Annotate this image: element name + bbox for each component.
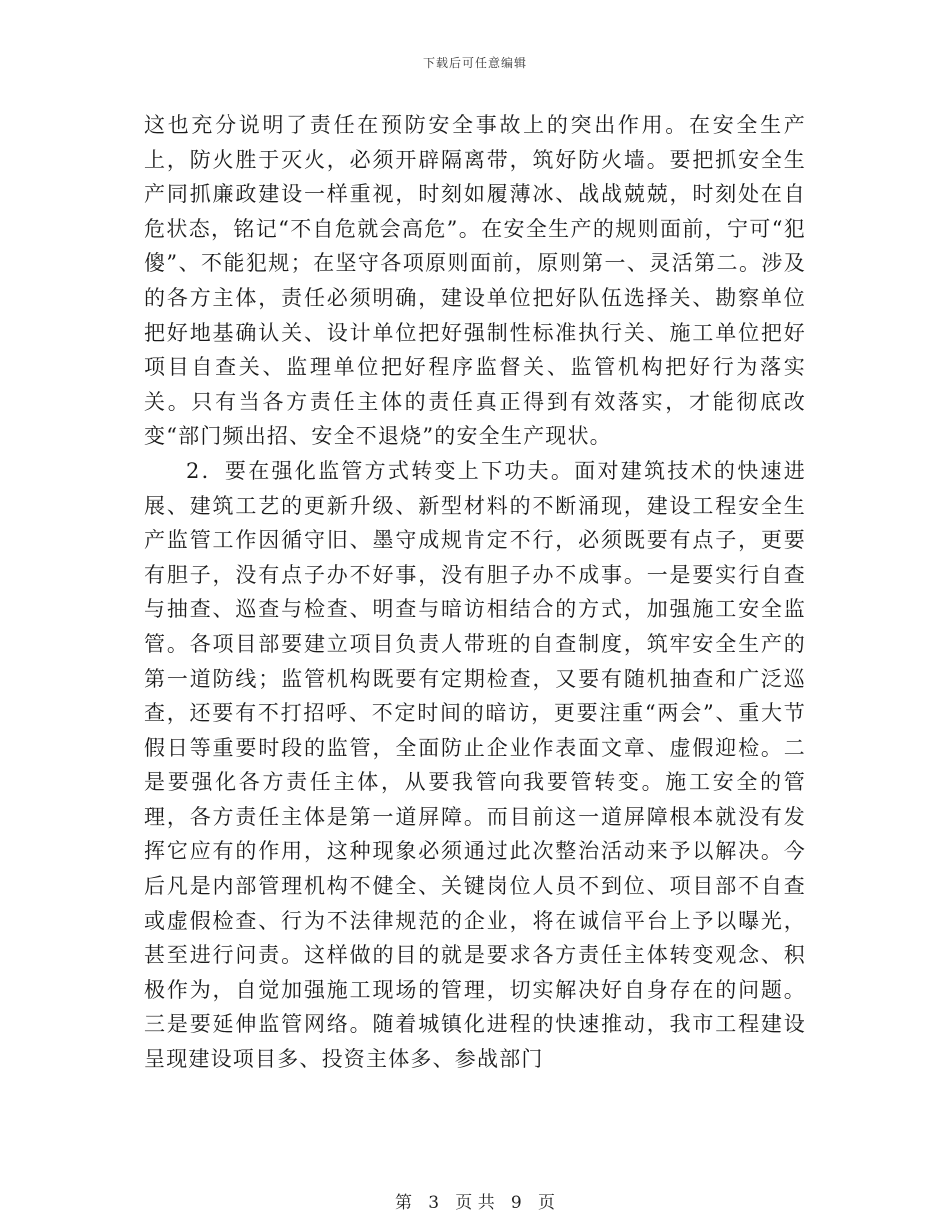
footer-suffix: 页: [537, 1193, 555, 1213]
current-page-number: 3: [428, 1193, 440, 1213]
page-header: 下载后可任意编辑: [422, 56, 527, 70]
page-footer: [0, 1188, 950, 1213]
footer-prefix: 第: [395, 1193, 413, 1213]
document-body: [144, 108, 806, 1077]
footer-middle: 页 共: [455, 1193, 495, 1213]
total-pages-number: 9: [510, 1193, 522, 1213]
body-paragraph-1: 这也充分说明了责任在预防安全事故上的突出作用。在安全生产上，防火胜于灭火，必须开辟隔离带，筑好防火墙。要把抓安全生产同抓廉政建设一样重视，时刻如履薄冰、战战兢兢，时刻处在自危状态，铭记“不自危就会高危”。在安全生产的规则面前，宁可“犯傻”、不能犯规；在坚守各项原则面前，原则第一、灵活第二。涉及的各方主体，责任必须明确，建设单位把好队伍选择关、勘察单位把好地基确认关、设计单位把好强制性标准执行关、施工单位把好项目自查关、监理单位把好程序监督关、监管机构把好行为落实关。只有当各方责任主体的责任真正得到有效落实，才能彻底改变“部门频出招、安全不退烧”的安全生产现状。: [144, 113, 806, 449]
body-paragraph-2: 2．要在强化监管方式转变上下功夫。面对建筑技术的快速进展、建筑工艺的更新升级、新型材料的不断涌现，建设工程安全生产监管工作因循守旧、墨守成规肯定不行，必须既要有点子，更要有胆子，没有点子办不好事，没有胆子办不成事。一是要实行自查与抽查、巡查与检查、明查与暗访相结合的方式，加强施工安全监管。各项目部要建立项目负责人带班的自查制度，筑牢安全生产的第一道防线；监管机构既要有定期检查，又要有随机抽查和广泛巡查，还要有不打招呼、不定时间的暗访，更要注重“两会”、重大节假日等重要时段的监管，全面防止企业作表面文章、虚假迎检。二是要强化各方责任主体，从要我管向我要管转变。施工安全的管理，各方责任主体是第一道屏障。而目前这一道屏障根本就没有发挥它应有的作用，这种现象必须通过此次整治活动来予以解决。今后凡是内部管理机构不健全、关键岗位人员不到位、项目部不自查或虚假检查、行为不法律规范的企业，将在诚信平台上予以曝光，甚至进行问责。这样做的目的就是要求各方责任主体转变观念、积极作为，自觉加强施工现场的管理，切实解决好自身存在的问题。三是要延伸监管网络。随着城镇化进程的快速推动，我市工程建设呈现建设项目多、投资主体多、参战部门: [144, 458, 806, 1072]
